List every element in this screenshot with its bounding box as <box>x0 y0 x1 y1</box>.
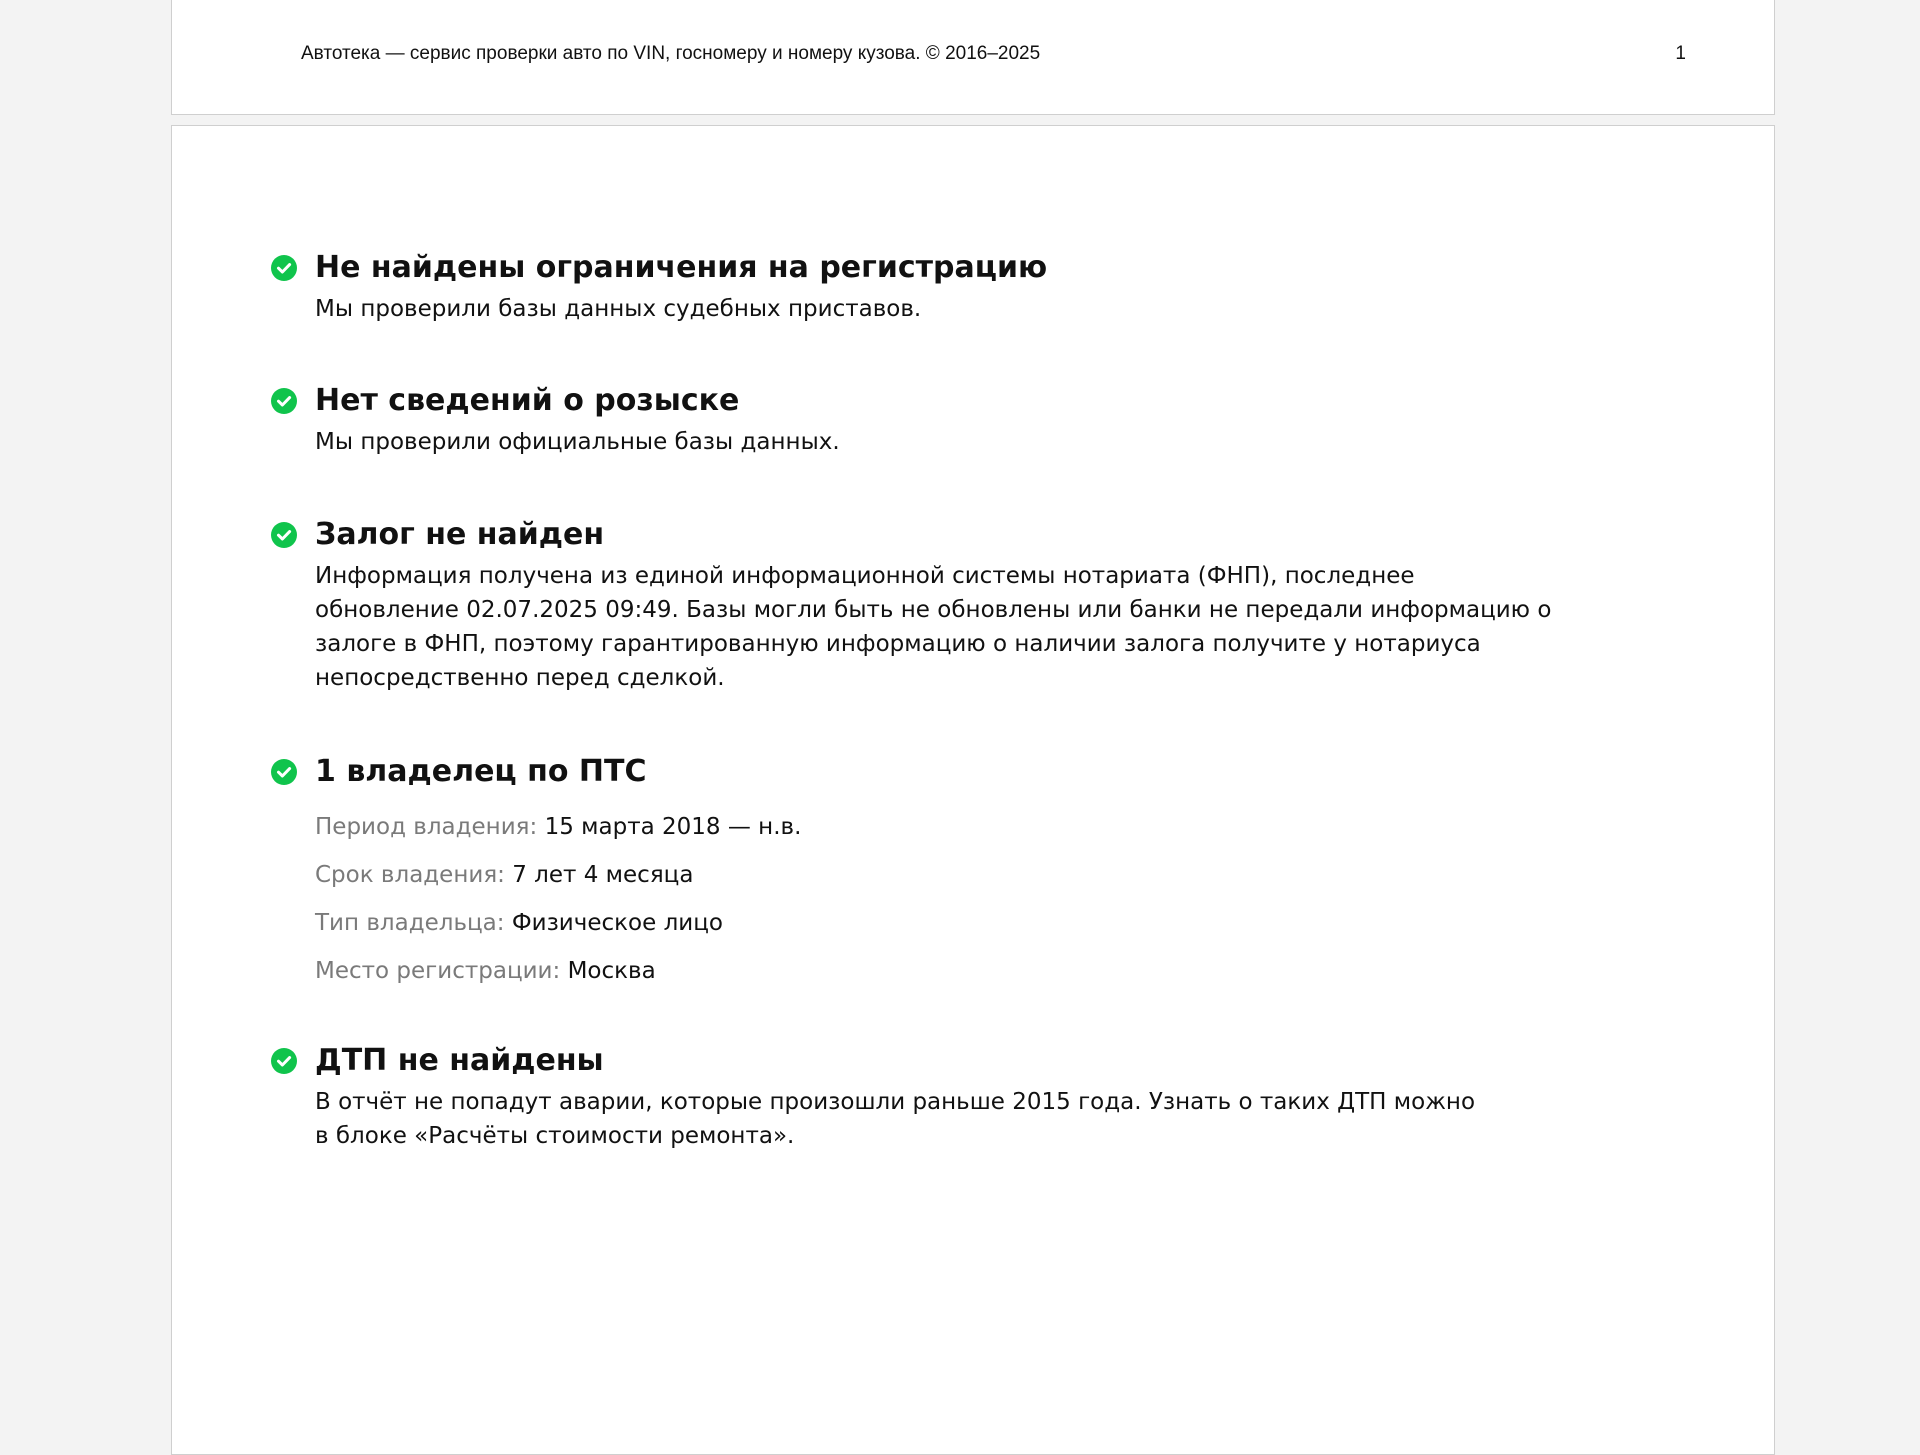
section-header <box>271 515 1671 559</box>
section-registration-restrictions <box>271 248 1671 326</box>
section-header <box>271 752 1671 796</box>
field-value: Физическое лицо <box>511 910 723 936</box>
owner-field-period <box>315 810 1671 858</box>
section-description <box>271 559 1671 695</box>
section-owners <box>271 752 1671 1002</box>
section-header <box>271 248 1671 292</box>
section-pledge <box>271 515 1671 695</box>
field-value: 15 марта 2018 — н.в. <box>544 814 802 840</box>
section-title: 1 владелец по ПТС <box>315 754 647 789</box>
section-title: Не найдены ограничения на регистрацию <box>315 250 1048 285</box>
section-header <box>271 1041 1671 1085</box>
field-value: 7 лет 4 месяца <box>512 862 694 888</box>
page-number: 1 <box>1675 43 1686 64</box>
section-description <box>271 1085 1671 1153</box>
field-label: Срок владения: <box>315 862 505 888</box>
page-footer-text: Автотека — сервис проверки авто по VIN, госномеру и номеру кузова. © 2016–2025 <box>301 43 1041 64</box>
check-circle-icon <box>271 388 297 414</box>
check-circle-icon <box>271 759 297 785</box>
section-title: ДТП не найдены <box>315 1043 604 1078</box>
section-description: Мы проверили официальные базы данных. <box>315 429 840 455</box>
description-line: Информация получена из единой информационной системы нотариата (ФНП), последнее <box>315 563 1415 589</box>
owner-details <box>271 796 1671 1002</box>
check-circle-icon <box>271 522 297 548</box>
check-circle-icon <box>271 255 297 281</box>
section-header <box>271 381 1671 425</box>
description-line: обновление 02.07.2025 09:49. Базы могли быть не обновлены или банки не передали информацию о <box>315 597 1552 623</box>
section-title: Залог не найден <box>315 517 605 552</box>
description-line: залоге в ФНП, поэтому гарантированную информацию о наличии залога получите у нотариуса <box>315 631 1481 657</box>
owner-field-duration <box>315 858 1671 906</box>
previous-page <box>171 0 1775 115</box>
section-wanted-status <box>271 381 1671 459</box>
owner-field-type <box>315 906 1671 954</box>
field-value: Москва <box>567 958 656 984</box>
field-label: Тип владельца: <box>315 910 505 936</box>
description-line: в блоке «Расчёты стоимости ремонта». <box>315 1123 795 1149</box>
field-label: Место регистрации: <box>315 958 561 984</box>
owner-field-registration-place <box>315 954 1671 1002</box>
description-line: непосредственно перед сделкой. <box>315 665 725 691</box>
section-title: Нет сведений о розыске <box>315 383 740 418</box>
field-label: Период владения: <box>315 814 538 840</box>
check-circle-icon <box>271 1048 297 1074</box>
description-line: В отчёт не попадут аварии, которые произошли раньше 2015 года. Узнать о таких ДТП можно <box>315 1089 1476 1115</box>
section-description: Мы проверили базы данных судебных приставов. <box>315 296 922 322</box>
section-accidents <box>271 1041 1671 1153</box>
report-page <box>171 125 1775 1455</box>
